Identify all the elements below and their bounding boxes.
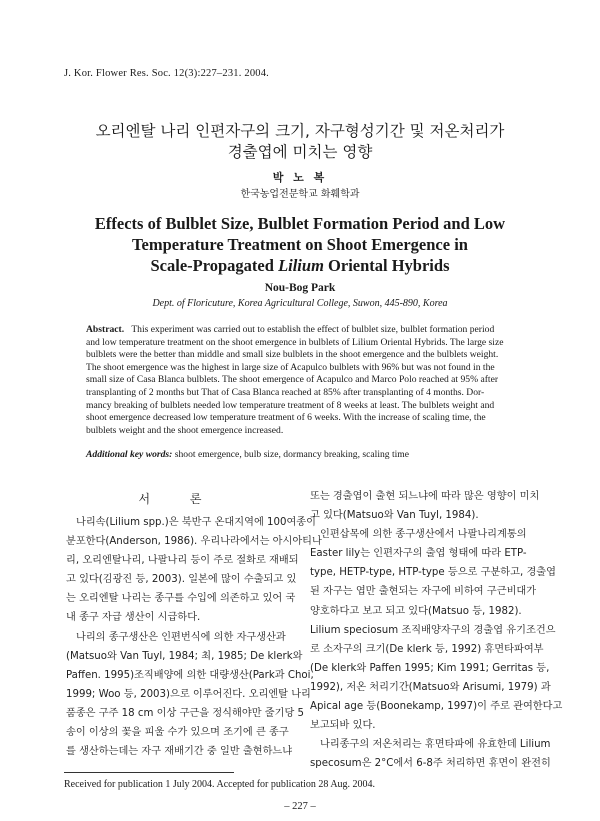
english-title-line-2: Temperature Treatment on Shoot Emergence in — [132, 235, 468, 254]
body-line: 보고되바 있다. — [310, 720, 376, 732]
body-line: 인편삽목에 의한 종구생산에서 나팔나리계통의 — [320, 529, 527, 541]
english-author: Nou-Bog Park — [264, 282, 336, 294]
body-line: 1999; Woo 등, 2003)으로 이루어진다. 오리엔탈 나리 — [66, 688, 311, 700]
key-words — [86, 449, 516, 460]
body-line: 분포한다(Anderson, 1986). 우리나라에서는 아시아티나 — [66, 536, 322, 548]
body-line: 고 있다(김광진 등, 2003). 일본에 많이 수출되고 있 — [66, 574, 297, 586]
abstract-line: The shoot emergence was the highest in large size of Acapulco bulblets with 96% but was not found in the — [86, 361, 495, 373]
key-words-label: Additional key words: — [86, 449, 173, 460]
abstract-line-text: This experiment was carried out to establish the effect of bulblet size, bulblet formation period — [131, 324, 495, 335]
body-line: type, HETP-type, HTP-type 등으로 구분하고, 경출엽 — [310, 567, 556, 579]
body-line: 양호하다고 보고 되고 있다(Matsuo 등, 1982). — [310, 605, 522, 617]
body-line: 나리종구의 저온처리는 휴면타파에 유효한데 Lilium — [320, 739, 551, 751]
body-line: Lilium speciosum 조직배양자구의 경출엽 유기조건으 — [310, 624, 556, 636]
body-line: 1992), 저온 처리기간(Matsuo와 Arisumi, 1979) 과 — [310, 681, 551, 693]
key-words-text: shoot emergence, bulb size, dormancy breaking, scaling time — [172, 449, 410, 460]
body-line: specosum은 2°C에서 6-8주 처리하면 휴면이 완전히 — [310, 758, 551, 770]
korean-title-line-2: 경출엽에 미치는 영향 — [227, 143, 373, 161]
korean-author: 박 노 복 — [272, 171, 328, 184]
english-title-line-3-pre: Scale-Propagated — [150, 256, 279, 275]
body-line: 리, 오리엔탈나리, 나팔나리 등이 주로 절화로 재배되 — [66, 555, 299, 567]
abstract-line — [86, 324, 516, 337]
body-line: 를 생산하는데는 자구 재배기간 중 일반 출현하느냐 — [66, 746, 293, 758]
abstract-line: small size of Casa Blanca bulblets. The shoot emergence of Acapulco and Marco Polo reached at 95% after — [86, 374, 499, 386]
page-number: – 227 – — [284, 801, 316, 812]
abstract-line: transplanting of 2 months but That of Casa Blanca reached at 85% after transplanting of 4 months. Dor- — [86, 386, 485, 398]
abstract — [86, 324, 516, 437]
english-title-line-3 — [0, 255, 600, 276]
english-title-line-1: Effects of Bulblet Size, Bulblet Formation Period and Low — [94, 214, 506, 233]
body-line: Apical age 등(Boonekamp, 1997)이 주로 관여한다고 — [310, 701, 563, 713]
body-line: Easter lily는 인편자구의 출엽 형태에 따라 ETP- — [310, 548, 527, 560]
body-line: 된 자구는 엽만 출현되는 자구에 비하여 구근비대가 — [310, 586, 537, 598]
body-line: 고 있다(Matsuo와 Van Tuyl, 1984). — [310, 510, 479, 522]
body-line: 나리의 종구생산은 인편번식에 의한 자구생산과 — [76, 631, 286, 643]
body-line: 송이 이상의 꽃을 피울 수가 있으며 조기에 큰 종구 — [66, 727, 289, 739]
abstract-line: mancy breaking of bulblets needed low temperature treatment of 8 weeks at least. The bulblets weight and — [86, 399, 495, 411]
english-title-line-3-post: Oriental Hybrids — [323, 256, 450, 275]
section-heading-introduction: 서 론 — [138, 492, 220, 506]
body-line: (De klerk와 Paffen 1995; Kim 1991; Gerritas 등, — [310, 662, 550, 674]
body-line: 나리속(Lilium spp.)은 북반구 온대지역에 100여종이 — [76, 517, 316, 528]
body-line: (Matsuo와 Van Tuyl, 1984; 최, 1985; De klerk와 — [66, 650, 303, 662]
abstract-label: Abstract. — [86, 324, 125, 335]
body-line: 품종은 구주 18 cm 이상 구근을 정식해야만 줄기당 5 — [66, 707, 305, 719]
footnote-rule — [64, 772, 234, 773]
body-line: 내 종구 자급 생산이 시급하다. — [66, 612, 201, 624]
korean-title-line-1: 오리엔탈 나리 인편자구의 크기, 자구형성기간 및 저온처리가 — [95, 122, 505, 140]
english-affiliation: Dept. of Floricuture, Korea Agricultural College, Suwon, 445-890, Korea — [152, 298, 448, 309]
body-line: Paffen. 1995)조직배양에 의한 대량생산(Park과 Choi, — [66, 669, 314, 681]
journal-citation: J. Kor. Flower Res. Soc. 12(3):227–231. 2004. — [64, 68, 269, 79]
english-title-genus: Lilium — [278, 256, 324, 275]
right-column — [310, 487, 563, 773]
footnote: Received for publication 1 July 2004. Accepted for publication 28 Aug. 2004. — [64, 779, 376, 790]
left-column — [66, 490, 322, 761]
body-line: 로 소자구의 크기(De klerk 등, 1992) 휴면타파여부 — [310, 643, 544, 655]
korean-affiliation: 한국농업전문학교 화훼학과 — [240, 189, 360, 200]
abstract-line: bulblets were the better than middle and small size bulblets in the shoot emergence and the bulblets weight. — [86, 349, 499, 361]
body-line: 또는 경출엽이 출현 되느냐에 따라 많은 영향이 미치 — [310, 491, 540, 502]
abstract-line: shoot emergence decreased low temperature treatment of 6 weeks. With the increase of scaling time, the — [86, 412, 486, 424]
abstract-line: bulblets weight and the shoot emergence increased. — [86, 424, 284, 436]
abstract-line: and low temperature treatment on the shoot emergence in bulblets of Lilium Oriental Hybrids. The large size — [86, 336, 504, 348]
body-line: 는 오리엔탈 나리는 종구를 수입에 의존하고 있어 국 — [66, 593, 296, 605]
